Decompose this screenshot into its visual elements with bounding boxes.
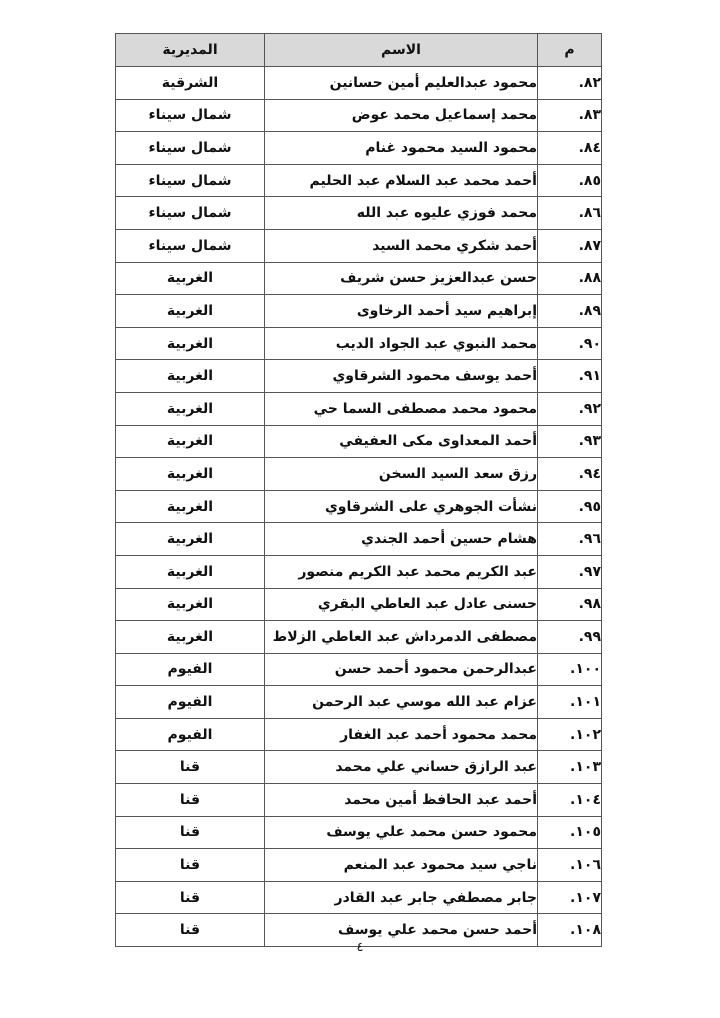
row-name: أحمد يوسف محمود الشرقاوي [265,360,538,393]
row-name: محمود عبدالعليم أمين حسانين [265,67,538,100]
row-name: عبد الرازق حساني علي محمد [265,751,538,784]
row-governorate: قنا [116,914,265,947]
header-governorate: المديرية [116,34,265,67]
table-row [116,718,602,751]
row-number: ٩٣. [538,425,602,458]
row-number: ٨٣. [538,99,602,132]
row-number: ٨٧. [538,229,602,262]
row-number: ٨٥. [538,164,602,197]
row-number: ٨٩. [538,295,602,328]
table-row [116,621,602,654]
row-governorate: الغربية [116,295,265,328]
table-row [116,197,602,230]
row-name: نشأت الجوهري على الشرقاوي [265,490,538,523]
row-number: ٩١. [538,360,602,393]
row-governorate: شمال سيناء [116,229,265,262]
row-name: أحمد عبد الحافظ أمين محمد [265,784,538,817]
row-number: ٩٦. [538,523,602,556]
row-governorate: الغربية [116,458,265,491]
row-name: مصطفى الدمرداش عبد العاطي الزلاط [265,621,538,654]
row-governorate: قنا [116,751,265,784]
row-name: عبد الكريم محمد عبد الكريم منصور [265,555,538,588]
row-governorate: قنا [116,816,265,849]
row-number: ١٠٨. [538,914,602,947]
row-governorate: الغربية [116,360,265,393]
row-name: حسنى عادل عبد العاطي البقري [265,588,538,621]
table-body [116,67,602,947]
row-governorate: الغربية [116,392,265,425]
table-row [116,295,602,328]
row-governorate: قنا [116,849,265,882]
table-row [116,392,602,425]
row-number: ٩٢. [538,392,602,425]
row-name: محمد إسماعيل محمد عوض [265,99,538,132]
row-name: عبدالرحمن محمود أحمد حسن [265,653,538,686]
row-name: أحمد حسن محمد علي يوسف [265,914,538,947]
row-number: ٩٧. [538,555,602,588]
header-number: م [538,34,602,67]
row-governorate: الفيوم [116,686,265,719]
row-governorate: الفيوم [116,718,265,751]
row-name: محمد فوزي عليوه عبد الله [265,197,538,230]
row-governorate: الغربية [116,555,265,588]
table-row [116,490,602,523]
header-name: الاسم [265,34,538,67]
row-name: محمد محمود أحمد عبد الغفار [265,718,538,751]
names-table [115,33,602,947]
table-row [116,327,602,360]
row-name: إبراهيم سيد أحمد الرخاوى [265,295,538,328]
row-governorate: الغربية [116,621,265,654]
row-name: رزق سعد السيد السخن [265,458,538,491]
row-number: ١٠٠. [538,653,602,686]
row-name: محمد النبوي عبد الجواد الديب [265,327,538,360]
row-number: ١٠٦. [538,849,602,882]
row-number: ٨٦. [538,197,602,230]
row-name: جابر مصطفي جابر عبد القادر [265,881,538,914]
row-governorate: الغربية [116,425,265,458]
row-governorate: الغربية [116,327,265,360]
row-name: محمود السيد محمود غنام [265,132,538,165]
table-row [116,849,602,882]
page-number: ٤ [356,940,364,955]
row-governorate: شمال سيناء [116,99,265,132]
row-name: محمود محمد مصطفى السما حي [265,392,538,425]
table-row [116,881,602,914]
table-row [116,360,602,393]
table-row [116,523,602,556]
table-row [116,458,602,491]
table-row [116,99,602,132]
row-governorate: شمال سيناء [116,164,265,197]
row-number: ٩٩. [538,621,602,654]
table-row [116,67,602,100]
row-number: ١٠٣. [538,751,602,784]
table-row [116,229,602,262]
row-governorate: الشرقية [116,67,265,100]
row-governorate: شمال سيناء [116,132,265,165]
row-governorate: قنا [116,881,265,914]
table-row [116,816,602,849]
row-governorate: الغربية [116,262,265,295]
table-row [116,425,602,458]
row-governorate: الغربية [116,490,265,523]
row-name: عزام عبد الله موسي عبد الرحمن [265,686,538,719]
row-governorate: الغربية [116,588,265,621]
table-row [116,132,602,165]
row-number: ١٠٢. [538,718,602,751]
row-name: أحمد محمد عبد السلام عبد الحليم [265,164,538,197]
row-number: ٨٤. [538,132,602,165]
table-row [116,588,602,621]
row-governorate: شمال سيناء [116,197,265,230]
row-number: ٩٨. [538,588,602,621]
row-number: ٩٥. [538,490,602,523]
row-governorate: قنا [116,784,265,817]
row-number: ١٠٧. [538,881,602,914]
row-name: أحمد شكري محمد السيد [265,229,538,262]
table-row [116,751,602,784]
row-governorate: الغربية [116,523,265,556]
row-number: ٨٨. [538,262,602,295]
row-name: ناجي سيد محمود عبد المنعم [265,849,538,882]
row-number: ٩٠. [538,327,602,360]
row-name: أحمد المعداوى مكى العفيفي [265,425,538,458]
table-row [116,262,602,295]
table-row [116,164,602,197]
table-row [116,686,602,719]
row-number: ١٠١. [538,686,602,719]
row-name: حسن عبدالعزيز حسن شريف [265,262,538,295]
row-name: هشام حسين أحمد الجندي [265,523,538,556]
row-name: محمود حسن محمد علي يوسف [265,816,538,849]
row-governorate: الفيوم [116,653,265,686]
row-number: ١٠٥. [538,816,602,849]
row-number: ٩٤. [538,458,602,491]
row-number: ١٠٤. [538,784,602,817]
table-row [116,555,602,588]
table-row [116,653,602,686]
table-header-row [116,34,602,67]
row-number: ٨٢. [538,67,602,100]
table-row [116,784,602,817]
